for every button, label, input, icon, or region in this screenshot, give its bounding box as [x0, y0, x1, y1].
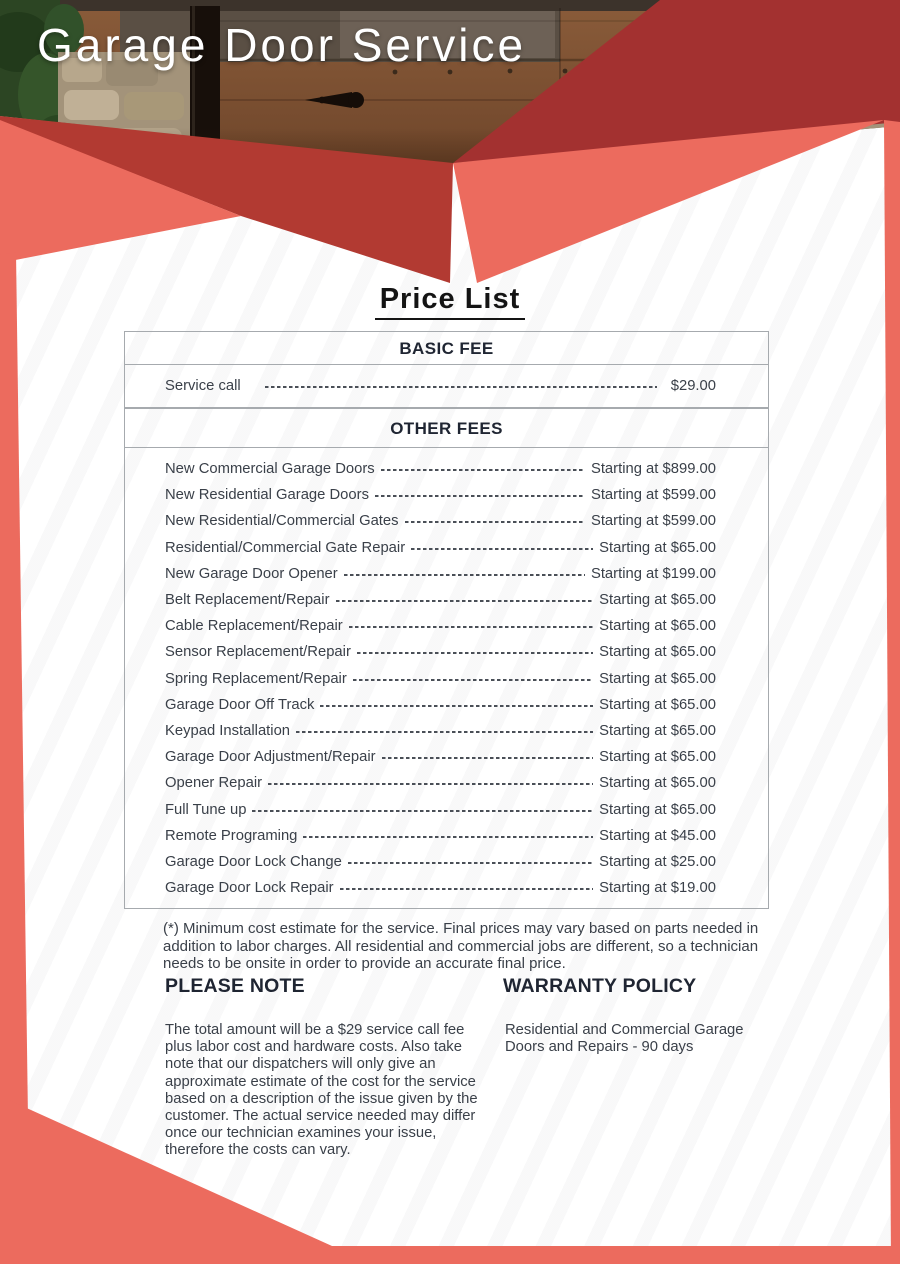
warranty-policy-heading: WARRANTY POLICY: [503, 975, 697, 997]
dashed-leader: [348, 862, 593, 864]
fee-price: Starting at $65.00: [599, 618, 716, 635]
fee-label: Opener Repair: [165, 775, 263, 792]
table-row: [165, 508, 716, 534]
dashed-leader: [268, 783, 593, 785]
fee-price: Starting at $45.00: [599, 827, 716, 844]
page-title: Garage Door Service: [37, 19, 527, 71]
table-row: [165, 456, 716, 482]
price-list-title: Price List: [375, 283, 526, 320]
fee-price: Starting at $19.00: [599, 880, 716, 897]
fee-label: Spring Replacement/Repair: [165, 670, 347, 687]
fee-price: Starting at $199.00: [590, 565, 716, 582]
dashed-leader: [349, 626, 594, 628]
fee-label: Residential/Commercial Gate Repair: [165, 539, 406, 556]
fee-price: Starting at $65.00: [599, 696, 716, 713]
table-row: [165, 639, 716, 665]
table-row: [165, 875, 716, 901]
fee-price: Starting at $65.00: [599, 592, 716, 609]
fee-price: Starting at $65.00: [599, 801, 716, 818]
fee-label: Garage Door Lock Repair: [165, 880, 334, 897]
fee-label: Garage Door Adjustment/Repair: [165, 749, 376, 766]
dashed-leader: [252, 810, 593, 812]
dashed-leader: [405, 521, 585, 523]
table-row: [165, 666, 716, 692]
fee-label: Keypad Installation: [165, 722, 291, 739]
dashed-leader: [411, 548, 593, 550]
fee-price: Starting at $65.00: [599, 539, 716, 556]
fee-list: [125, 448, 768, 908]
fee-label: Cable Replacement/Repair: [165, 618, 343, 635]
table-row: [125, 365, 768, 408]
table-row: [165, 849, 716, 875]
fee-label: Belt Replacement/Repair: [165, 592, 330, 609]
fee-price: Starting at $65.00: [599, 749, 716, 766]
fee-price: Starting at $65.00: [599, 775, 716, 792]
dashed-leader: [336, 600, 594, 602]
table-row: [165, 482, 716, 508]
section-heading-other-fees: OTHER FEES: [125, 408, 768, 448]
table-row: [165, 796, 716, 822]
fee-price: Starting at $65.00: [599, 644, 716, 661]
fee-label: Garage Door Off Track: [165, 696, 315, 713]
section-heading-basic-fee: BASIC FEE: [125, 332, 768, 365]
fee-label: Garage Door Lock Change: [165, 853, 342, 870]
table-row: [165, 561, 716, 587]
warranty-policy-body: Residential and Commercial Garage Doors and Repairs - 90 days: [505, 1021, 744, 1056]
fee-price: Starting at $899.00: [590, 461, 716, 478]
fee-price: $29.00: [670, 378, 716, 394]
table-row: [165, 535, 716, 561]
dashed-leader: [296, 731, 593, 733]
table-row: [165, 692, 716, 718]
dashed-leader: [265, 386, 657, 388]
fee-label: Remote Programing: [165, 827, 298, 844]
fee-label: New Commercial Garage Doors: [165, 461, 375, 478]
dashed-leader: [381, 469, 585, 471]
fee-price: Starting at $25.00: [599, 853, 716, 870]
dashed-leader: [344, 574, 585, 576]
dashed-leader: [357, 652, 593, 654]
fee-price: Starting at $65.00: [599, 670, 716, 687]
price-list-title-wrap: [0, 283, 900, 320]
fee-label: New Garage Door Opener: [165, 565, 338, 582]
please-note-heading: PLEASE NOTE: [165, 975, 305, 997]
dashed-leader: [382, 757, 594, 759]
please-note-body: The total amount will be a $29 service call fee plus labor cost and hardware costs. Also take note that our dispatchers will only give an approximate estimate of the cost for the service based on a description of the issue given by the customer. The actual service needed may differ once our technician examines your issue, therefore the costs can vary.: [165, 1021, 478, 1159]
fee-price: Starting at $599.00: [590, 487, 716, 504]
fee-label: Sensor Replacement/Repair: [165, 644, 351, 661]
dashed-leader: [303, 836, 593, 838]
table-row: [165, 770, 716, 796]
dashed-leader: [375, 495, 585, 497]
table-row: [165, 744, 716, 770]
table-row: [165, 718, 716, 744]
dashed-leader: [340, 888, 594, 890]
fee-price: Starting at $65.00: [599, 722, 716, 739]
price-table: [124, 331, 769, 909]
table-row: [165, 587, 716, 613]
table-row: [165, 823, 716, 849]
fee-label: New Residential Garage Doors: [165, 487, 369, 504]
footnote: (*) Minimum cost estimate for the service. Final prices may vary based on parts needed in addition to labor charges. All residential and commercial jobs are different, so a technician needs to be onsite in order to provide an accurate final price.: [163, 920, 759, 973]
fee-label: Service call: [165, 378, 241, 394]
dashed-leader: [320, 705, 593, 707]
dashed-leader: [353, 679, 593, 681]
fee-price: Starting at $599.00: [590, 513, 716, 530]
table-row: [165, 613, 716, 639]
fee-label: New Residential/Commercial Gates: [165, 513, 399, 530]
fee-label: Full Tune up: [165, 801, 247, 818]
